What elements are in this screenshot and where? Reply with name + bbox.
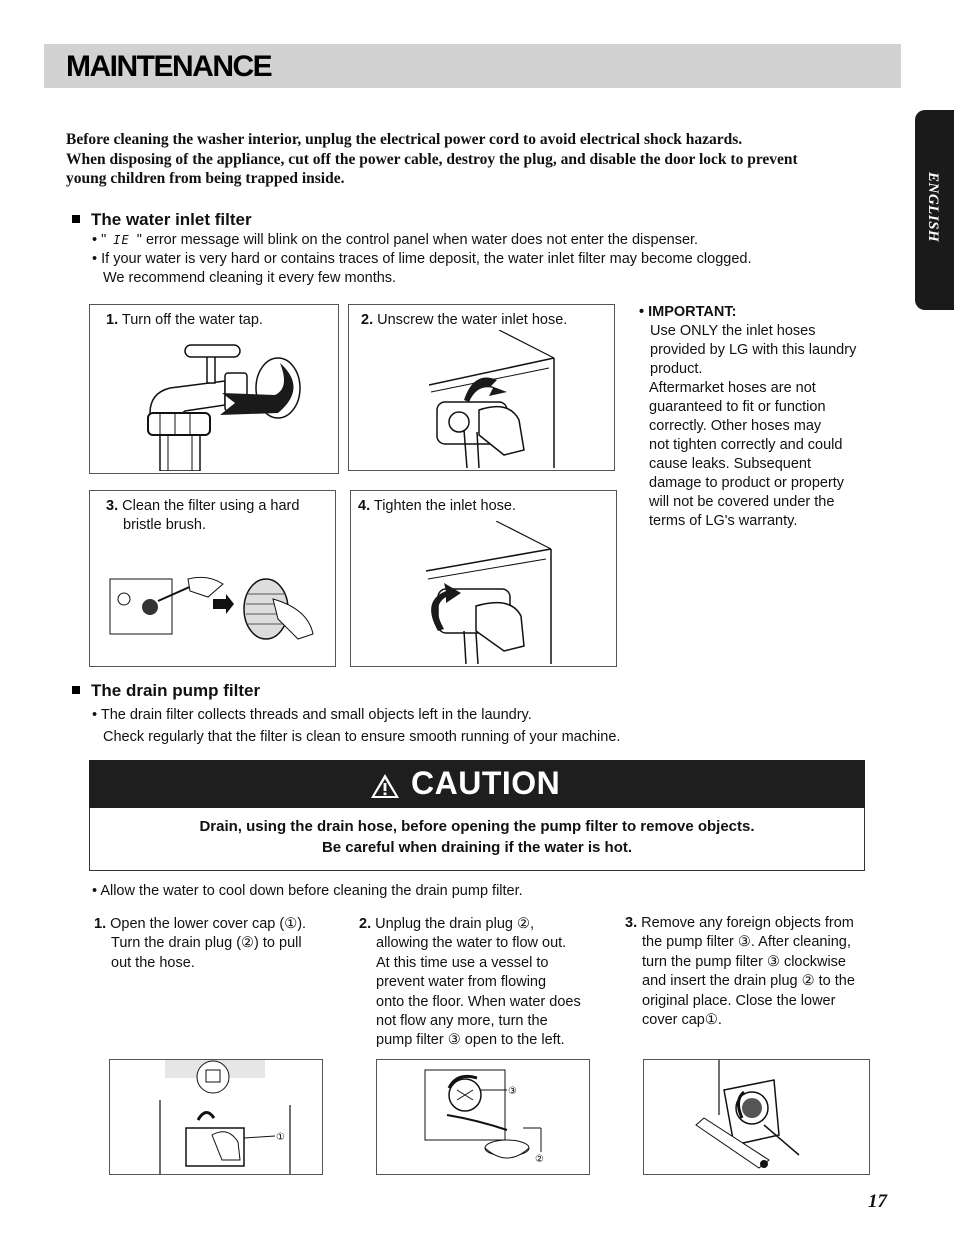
important-line: not tighten correctly and could [649,437,843,453]
step-text: Turn off the water tap. [121,312,263,328]
water-inlet-bullet-2: • If your water is very hard or contains traces of lime deposit, the water inlet filter may become clogged. [92,251,752,267]
step-line: pump filter ③ open to the left. [376,1032,565,1049]
water-inlet-heading [72,210,252,230]
step-line: cover cap①. [642,1012,722,1029]
drain-step-1 [94,915,334,973]
callout-three: ③ [508,1086,517,1097]
caution-header [89,760,865,808]
step-text-cont: bristle brush. [123,517,207,533]
inlet-step-2-box [348,304,615,471]
caution-label: CAUTION [411,765,561,801]
callout-one: ① [276,1132,285,1143]
step-number: 3. [625,915,638,931]
caution-body [89,808,865,871]
tighten-hose-illustration [416,521,611,664]
drain-pump-bullet-1: • The drain filter collects threads and small objects left in the laundry. [92,707,532,723]
step-line: out the hose. [111,954,195,971]
bullet-2-text: If your water is very hard or contains traces of lime deposit, the water inlet filter may become clogged. [101,251,752,267]
inlet-step-4-box [350,490,617,667]
water-inlet-heading-text: The water inlet filter [91,210,252,229]
important-line: terms of LG's warranty. [649,513,798,529]
quote-open: " [101,232,111,248]
drain-step-3 [625,914,885,1030]
drain-pump-heading [72,681,260,701]
step-line: the pump filter ③. After cleaning, [642,934,851,951]
important-label: IMPORTANT: [648,304,737,320]
intro-line-3: young children from being trapped inside. [66,170,345,187]
drain-step-1-box [109,1059,323,1175]
unscrew-hose-illustration [419,330,609,468]
step-line: onto the floor. When water does [376,993,581,1010]
drain-step-2-box [376,1059,590,1175]
bullet-1-text: " error message will blink on the control panel when water does not enter the dispenser. [132,232,699,248]
step-number: 2. [361,312,374,328]
important-line: Use ONLY the inlet hoses [650,323,816,339]
warning-triangle-icon [369,772,401,800]
step-number: 1. [106,312,119,328]
intro-warning [66,130,866,189]
intro-line-2: When disposing of the appliance, cut off the power cable, destroy the plug, and disable the door lock to prevent [66,150,798,168]
pump-filter-illustration [644,1060,869,1174]
step-line: original place. Close the lower [642,992,836,1009]
important-label-row: • IMPORTANT: [639,304,737,320]
page-number: 17 [868,1191,887,1212]
step-text: Clean the filter using a hard [122,498,300,514]
important-line: will not be covered under the [649,494,835,510]
square-bullet-icon [72,215,80,223]
title-bar [44,44,901,88]
language-tab [915,110,954,310]
step-line: not flow any more, turn the [376,1013,548,1030]
intro-line-1: Before cleaning the washer interior, unplug the electrical power cord to avoid electrical shock hazards. [66,131,743,148]
step-number: 4. [358,498,371,514]
step-line: Remove any foreign objects from [641,915,854,931]
step-line: Open the lower cover cap (①). [110,916,307,932]
error-code-icon: IE [113,233,130,247]
step-line: At this time use a vessel to [376,954,549,971]
step-number: 2. [359,916,372,932]
caution-line-1: Drain, using the drain hose, before opening the pump filter to remove objects. [199,818,755,835]
cool-note: • Allow the water to cool down before cleaning the drain pump filter. [92,883,523,899]
drain-plug-illustration [377,1060,589,1174]
important-line: cause leaks. Subsequent [649,456,812,472]
inlet-step-1-box [89,304,339,474]
cool-note-text: Allow the water to cool down before cleaning the drain pump filter. [100,883,523,899]
important-line: guaranteed to fit or function [649,399,826,415]
important-note [639,303,884,531]
important-line: provided by LG with this laundry [650,342,857,358]
step-line: allowing the water to flow out. [376,935,567,952]
drain-bullet-text-cont: Check regularly that the filter is clean to ensure smooth running of your machine. [103,729,621,745]
important-line: damage to product or property [649,475,845,491]
step-line: Turn the drain plug (②) to pull [111,935,302,952]
caution-line-2: Be careful when draining if the water is hot. [321,838,633,856]
water-tap-illustration [130,333,310,471]
page-title: MAINTENANCE [66,50,272,83]
callout-two: ② [535,1154,544,1165]
important-line: product. [650,361,703,377]
bullet-2-text-cont: We recommend cleaning it every few months. [103,270,397,286]
language-tab-label: ENGLISH [925,172,941,243]
step-line: prevent water from flowing [376,974,547,991]
drain-pump-bullets [92,704,882,748]
step-number: 3. [106,498,119,514]
step-line: and insert the drain plug ② to the [642,973,855,990]
drain-step-2 [359,915,609,1051]
drain-step-3-box [643,1059,870,1175]
important-line: correctly. Other hoses may [649,418,822,434]
filter-brush-illustration [108,569,318,659]
step-number: 1. [94,916,107,932]
cover-cap-illustration [110,1060,322,1174]
water-inlet-bullets [92,231,882,288]
step-text: Tighten the inlet hose. [373,498,517,514]
step-line: turn the pump filter ③ clockwise [642,953,846,970]
important-text [639,322,884,531]
step-line: Unplug the drain plug ②, [375,916,535,932]
water-inlet-bullet-1: • " IE " error message will blink on the control panel when water does not enter the dispenser. [92,232,699,248]
important-line: Aftermarket hoses are not [649,380,816,396]
square-bullet-icon [72,686,80,694]
inlet-step-3-box [89,490,336,667]
step-text: Unscrew the water inlet hose. [377,312,568,328]
drain-bullet-text: The drain filter collects threads and small objects left in the laundry. [100,707,532,723]
drain-pump-heading-text: The drain pump filter [91,681,261,700]
